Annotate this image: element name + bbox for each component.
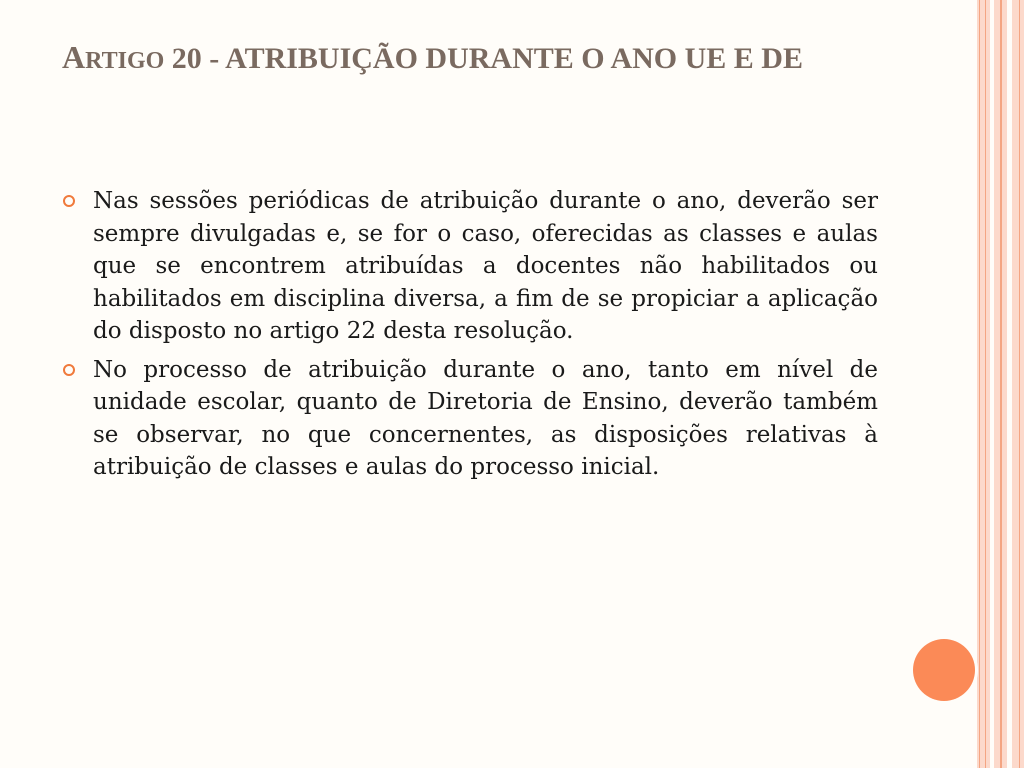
right-stripe [990, 0, 994, 768]
bullet-list [62, 185, 878, 490]
right-stripe [1007, 0, 1012, 768]
title-number: 20 - [164, 42, 226, 75]
title-rest: ATRIBUIÇÃO DURANTE O ANO UE E DE [225, 42, 803, 75]
title-small-caps: RTIGO [85, 48, 165, 74]
right-stripe [1019, 0, 1020, 768]
bullet-item [62, 185, 878, 348]
right-stripe [979, 0, 980, 768]
bullet-text: Nas sessões periódicas de atribuição durante o ano, deverão ser sempre divulgadas e, se for o caso, oferecidas as classes e aulas que se encontrem atribuídas a docentes não habilitados ou habilitados em disciplina diversa, a fim de se propiciar a aplicação do disposto no artigo 22 desta resolução. [93, 188, 878, 344]
slide-title [62, 36, 902, 82]
hollow-circle-bullet-icon [63, 364, 75, 376]
bullet-item [62, 354, 878, 484]
title-first-letter: A [62, 39, 86, 75]
right-stripe [1000, 0, 1002, 768]
hollow-circle-bullet-icon [63, 195, 75, 207]
orange-circle-decoration [913, 639, 975, 701]
right-stripe [985, 0, 986, 768]
bullet-text: No processo de atribuição durante o ano, tanto em nível de unidade escolar, quanto de Diretoria de Ensino, deverão também se observar, no que concernentes, as disposições relativas à atribuição de classes e aulas do processo inicial. [93, 356, 878, 480]
